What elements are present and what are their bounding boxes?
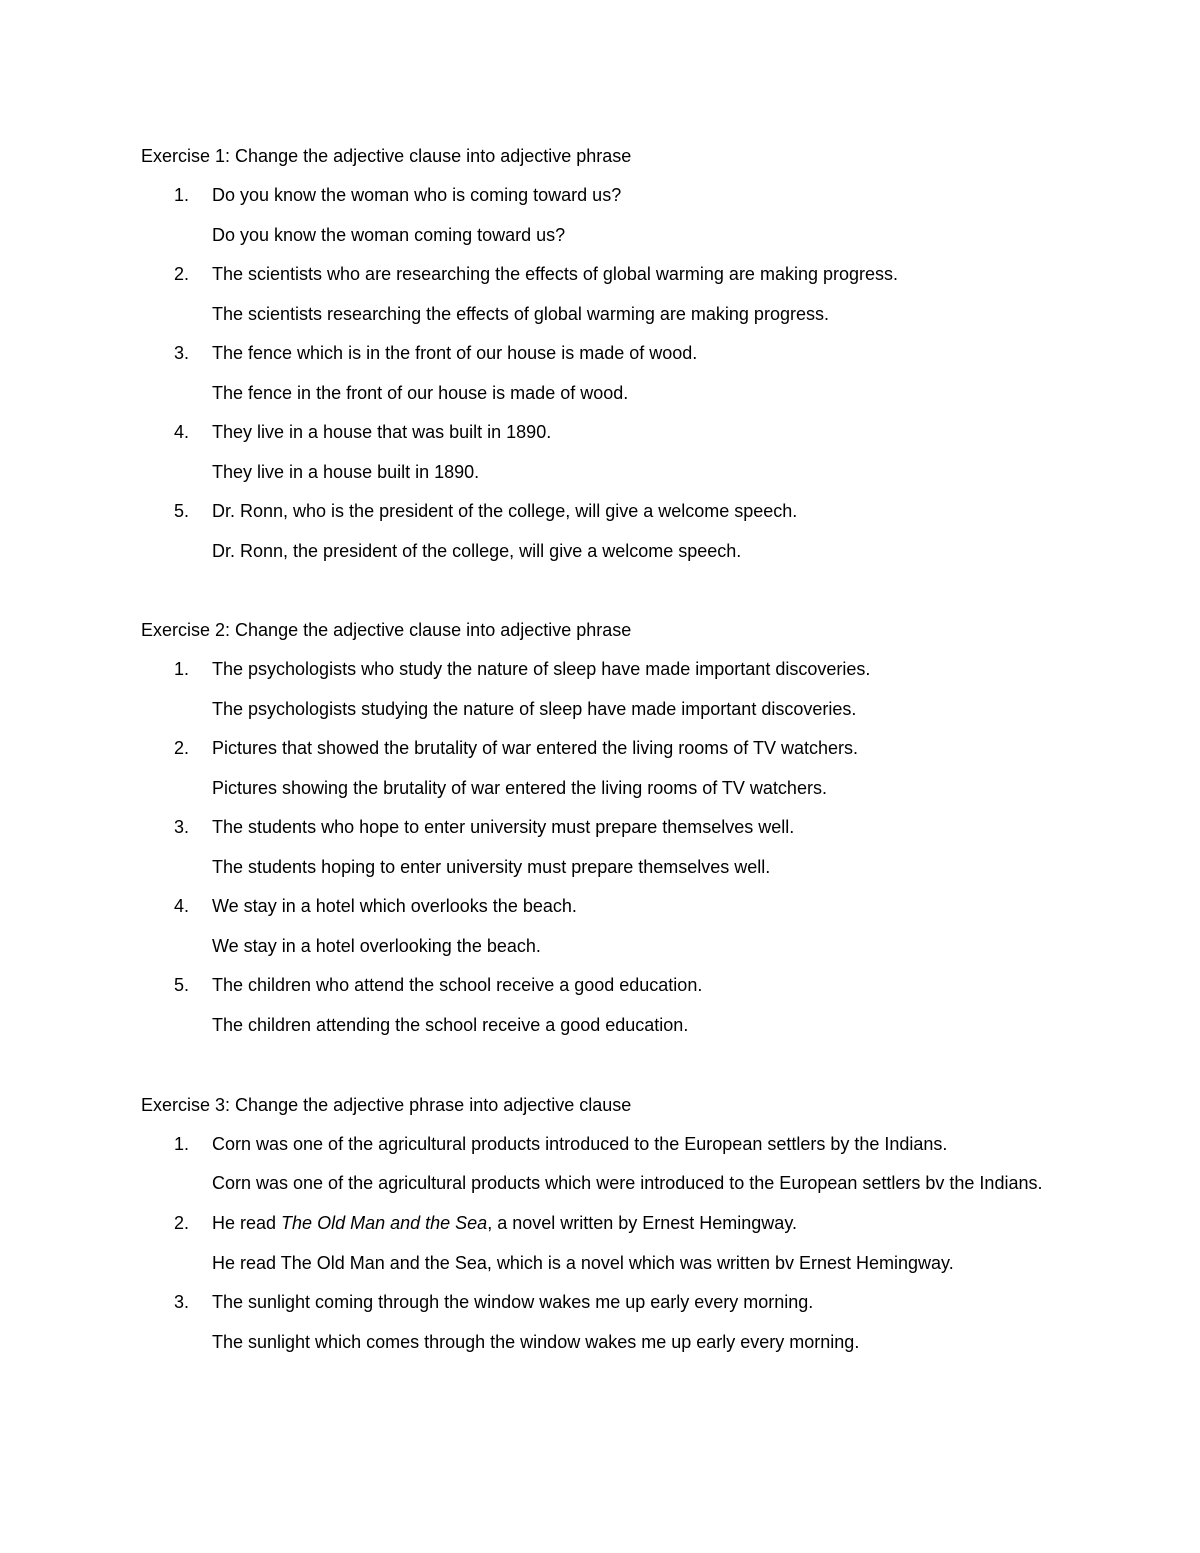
list-item	[141, 261, 1101, 327]
answer-sentence: The fence in the front of our house is made of wood.	[212, 382, 629, 403]
answer-sentence: They live in a house built in 1890.	[212, 461, 480, 482]
original-sentence-start: He read	[212, 1213, 282, 1233]
original-sentence: The psychologists who study the nature of sleep have made important discoveries.	[212, 659, 871, 679]
answer-sentence: We stay in a hotel overlooking the beach.	[212, 935, 541, 956]
item-number: 1.	[174, 659, 190, 679]
original-sentence: Corn was one of the agricultural products introduced to the European settlers by the Indians.	[212, 1134, 948, 1154]
exercise-2	[141, 617, 1101, 1051]
item-number: 5.	[174, 501, 190, 521]
list-item	[141, 1131, 1101, 1203]
list-item	[141, 498, 1101, 564]
list-item	[141, 419, 1101, 485]
item-number: 4.	[174, 422, 190, 442]
item-number: 1.	[174, 185, 190, 205]
answer-sentence: The sunlight which comes through the window wakes me up early every morning.	[212, 1331, 860, 1352]
original-sentence: Pictures that showed the brutality of war entered the living rooms of TV watchers.	[212, 738, 858, 758]
item-number: 2.	[174, 264, 190, 284]
list-item	[141, 1210, 1101, 1276]
answer-sentence: The scientists researching the effects of global warming are making progress.	[212, 303, 829, 324]
answer-sentence: Pictures showing the brutality of war entered the living rooms of TV watchers.	[212, 777, 827, 798]
exercise-items	[141, 182, 1101, 564]
answer-sentence: The children attending the school receive a good education.	[212, 1014, 689, 1035]
exercise-title: Exercise 3: Change the adjective phrase into adjective clause	[141, 1095, 632, 1115]
original-sentence: We stay in a hotel which overlooks the beach.	[212, 896, 577, 916]
answer-sentence: He read The Old Man and the Sea, which is a novel which was written bv Ernest Hemingway.	[212, 1252, 954, 1273]
original-sentence: They live in a house that was built in 1890.	[212, 422, 552, 442]
item-number: 3.	[174, 343, 190, 363]
book-title-italic: The Old Man and the Sea	[281, 1213, 488, 1233]
answer-sentence: The students hoping to enter university must prepare themselves well.	[212, 856, 771, 877]
original-sentence: Dr. Ronn, who is the president of the college, will give a welcome speech.	[212, 501, 798, 521]
item-number: 4.	[174, 896, 190, 916]
item-number: 2.	[174, 738, 190, 758]
exercise-items	[141, 1131, 1101, 1355]
item-number: 2.	[174, 1213, 190, 1233]
list-item	[141, 893, 1101, 959]
list-item	[141, 340, 1101, 406]
item-number: 3.	[174, 817, 190, 837]
original-sentence: Do you know the woman who is coming toward us?	[212, 185, 622, 205]
original-sentence: The students who hope to enter university must prepare themselves well.	[212, 817, 795, 837]
original-sentence-end: , a novel written by Ernest Hemingway.	[487, 1213, 797, 1233]
exercise-items	[141, 656, 1101, 1038]
list-item	[141, 1289, 1101, 1355]
list-item	[141, 182, 1101, 248]
item-number: 5.	[174, 975, 190, 995]
original-sentence: The scientists who are researching the effects of global warming are making progress.	[212, 264, 899, 284]
exercise-title: Exercise 2: Change the adjective clause into adjective phrase	[141, 620, 632, 640]
list-item	[141, 972, 1101, 1038]
list-item	[141, 656, 1101, 722]
original-sentence: The sunlight coming through the window wakes me up early every morning.	[212, 1292, 814, 1312]
list-item	[141, 814, 1101, 880]
original-sentence: The fence which is in the front of our house is made of wood.	[212, 343, 698, 363]
item-number: 1.	[174, 1134, 190, 1154]
exercise-title: Exercise 1: Change the adjective clause into adjective phrase	[141, 146, 632, 166]
answer-sentence: Dr. Ronn, the president of the college, will give a welcome speech.	[212, 540, 742, 561]
answer-sentence: Corn was one of the agricultural products which were introduced to the European settlers bv the Indians.	[212, 1172, 1043, 1193]
list-item	[141, 735, 1101, 801]
answer-sentence: The psychologists studying the nature of sleep have made important discoveries.	[212, 698, 857, 719]
answer-sentence: Do you know the woman coming toward us?	[212, 224, 566, 245]
exercise-3	[141, 1092, 1101, 1368]
item-number: 3.	[174, 1292, 190, 1312]
original-sentence: The children who attend the school receive a good education.	[212, 975, 703, 995]
original-sentence	[212, 1210, 1101, 1236]
exercise-1	[141, 143, 1101, 577]
